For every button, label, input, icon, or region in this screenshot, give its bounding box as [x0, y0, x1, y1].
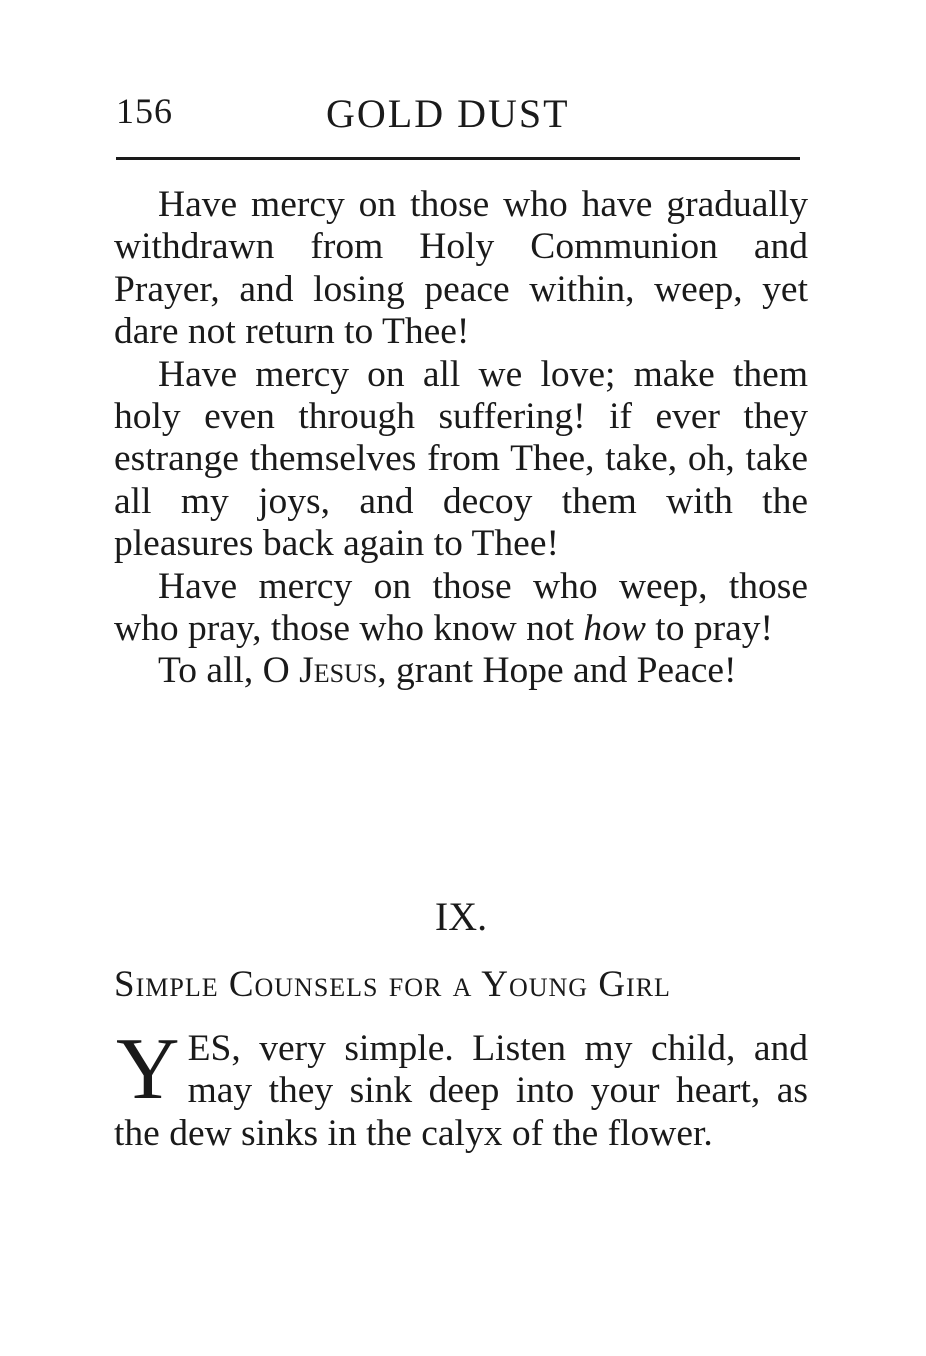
book-page [114, 0, 808, 1356]
page-number: 156 [116, 91, 173, 131]
running-head: GOLD DUST [326, 91, 570, 136]
chapter-title: Simple Counsels for a Young Girl [114, 964, 671, 1005]
emphasis-text: how [583, 608, 646, 650]
paragraph-text: ES, very simple. Listen my child, and may they sink deep into your heart, as the dew sinks in the calyx of the flower. [114, 1028, 808, 1154]
small-caps-name: Jesus [299, 650, 378, 692]
paragraph [114, 650, 808, 692]
paragraph-text: , grant Hope and Peace! [377, 650, 737, 692]
paragraph-text: Have mercy on all we love; make them holy even through suffering! if ever they estrange themselves from Thee, take, oh, take all my joys, and decoy them with the pleasures back again to Thee! [114, 353, 808, 565]
paragraph [114, 566, 808, 651]
paragraph [114, 354, 808, 566]
paragraph [114, 184, 808, 354]
opening-paragraph [114, 1021, 808, 1155]
paragraph-text: Have mercy on those who have gradually withdrawn from Holy Communion and Prayer, and losing peace within, weep, yet dare not return to Thee! [114, 184, 808, 353]
paragraph-text: To all, O [158, 650, 300, 692]
body-text [114, 184, 808, 693]
paragraph-text: Have mercy on those who weep, those who pray, those who know not [114, 565, 808, 650]
header-rule [116, 157, 800, 160]
drop-cap: Y [116, 1021, 180, 1118]
paragraph [114, 1021, 808, 1155]
chapter-number: IX. [434, 894, 488, 939]
page-header [114, 86, 808, 134]
paragraph-text: to pray! [645, 608, 773, 650]
